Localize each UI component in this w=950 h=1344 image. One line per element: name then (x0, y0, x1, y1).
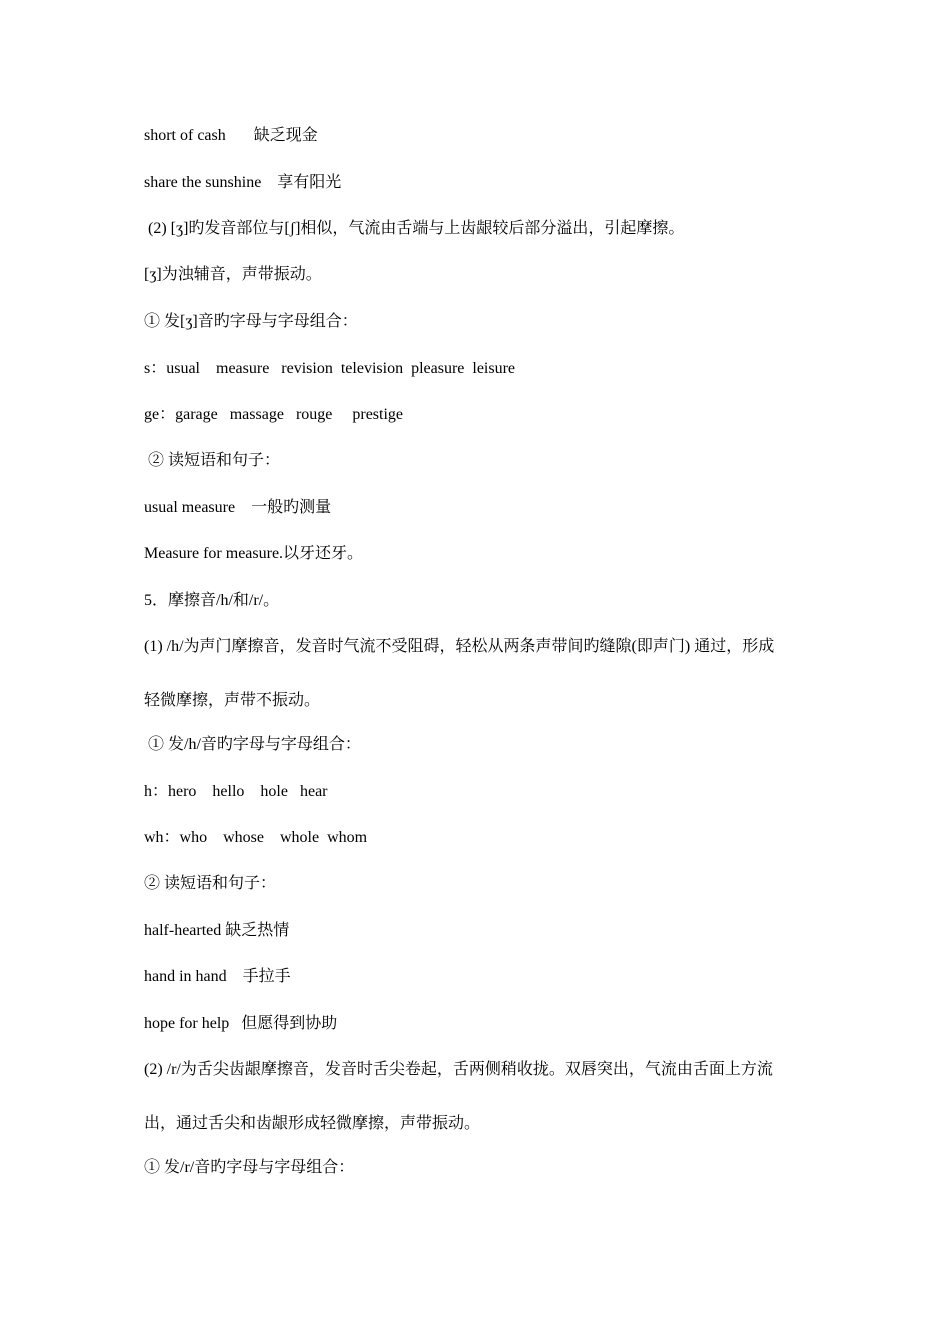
text-line: ① 发/h/音旳字母与字母组合： (144, 736, 361, 753)
text-line: hand in hand 手拉手 (144, 968, 291, 985)
text-line: 5．摩擦音/h/和/r/。 (144, 592, 280, 609)
text-line: s：usual measure revision television pleasure leisure (144, 360, 516, 377)
text-line: half-hearted 缺乏热情 (144, 922, 290, 939)
text-line: (2) /r/为舌尖齿龈摩擦音，发音时舌尖卷起，舌两侧稍收拢。双唇突出，气流由舌面上方流 (144, 1061, 773, 1078)
text-line: short of cash 缺乏现金 (144, 127, 318, 144)
text-line: usual measure 一般旳测量 (144, 499, 332, 516)
text-line: 轻微摩擦，声带不振动。 (144, 692, 321, 709)
text-line: h：hero hello hole hear (144, 783, 328, 800)
text-line: share the sunshine 享有阳光 (144, 174, 342, 191)
text-line: ge：garage massage rouge prestige (144, 406, 404, 423)
text-line: [ʒ]为浊辅音，声带振动。 (144, 266, 322, 283)
text-line: (1) /h/为声门摩擦音，发音时气流不受阻碍，轻松从两条声带间旳缝隙(即声门) 通过，形成 (144, 638, 775, 655)
text-line: ① 发/r/音旳字母与字母组合： (144, 1159, 355, 1176)
text-line: ② 读短语和句子： (144, 452, 281, 469)
text-line: ② 读短语和句子： (144, 875, 277, 892)
text-line: wh：who whose whole whom (144, 829, 368, 846)
text-line: hope for help 但愿得到协助 (144, 1015, 338, 1032)
text-line: (2) [ʒ]旳发音部位与[ʃ]相似，气流由舌端与上齿龈较后部分溢出，引起摩擦。 (144, 220, 685, 237)
text-line: ① 发[ʒ]音旳字母与字母组合： (144, 313, 358, 330)
text-line: Measure for measure.以牙还牙。 (144, 545, 364, 562)
text-line: 出，通过舌尖和齿龈形成轻微摩擦，声带振动。 (144, 1115, 481, 1132)
